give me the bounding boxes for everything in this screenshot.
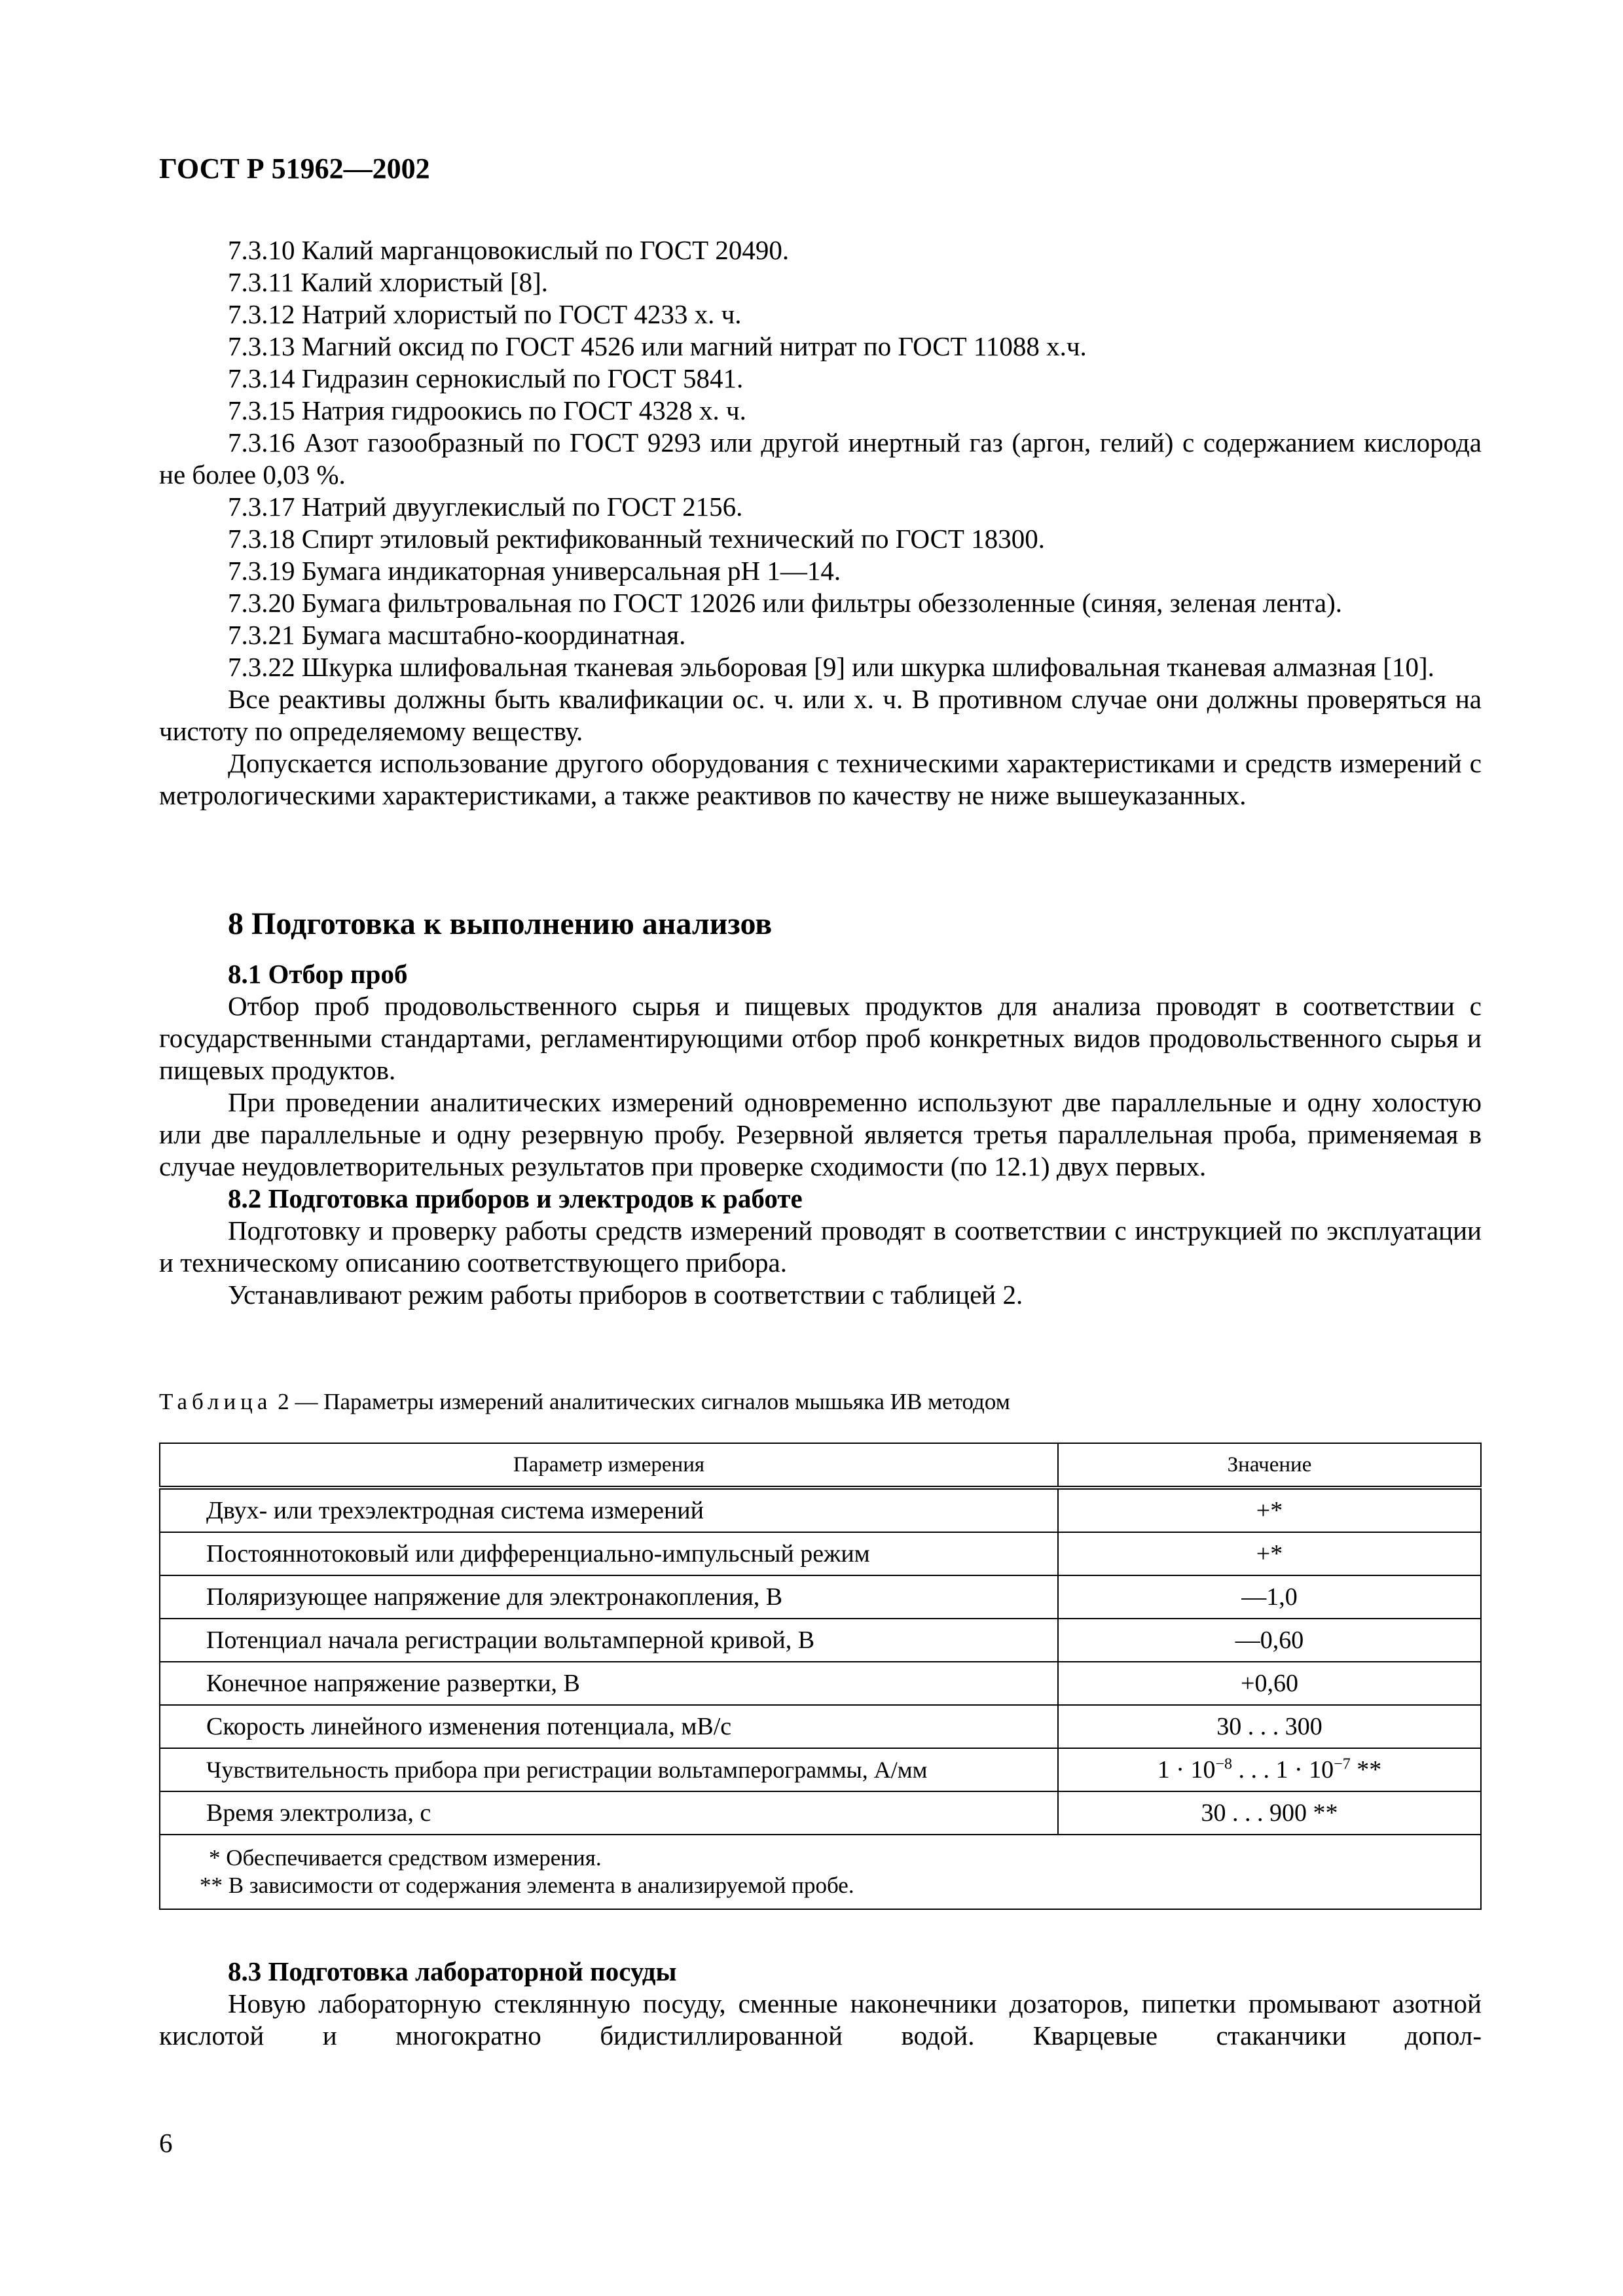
table-caption-label: Таблица [159, 1389, 272, 1414]
table-row [160, 1488, 1481, 1532]
paragraph: Подготовку и проверку работы средств измерений проводят в соответствии с инструкцией по эксплуатации и техническому описанию соответствующего прибора. [159, 1215, 1482, 1278]
exponent: −8 [1215, 1755, 1232, 1773]
value-cell: +* [1058, 1488, 1481, 1532]
table-row [160, 1748, 1481, 1791]
list-item: 7.3.20 Бумага фильтровальная по ГОСТ 12026 или фильтры обеззоленные (синяя, зеленая лента). [228, 588, 1342, 618]
list-item: 7.3.21 Бумага масштабно-координатная. [228, 620, 686, 650]
column-header: Значение [1058, 1443, 1481, 1488]
param-cell: Поляризующее напряжение для электронакопления, В [160, 1575, 1058, 1619]
value-part: ** [1350, 1756, 1382, 1784]
paragraph: Отбор проб продовольственного сырья и пищевых продуктов для анализа проводят в соответствии с государственными стандартами, регламентирующими отбор проб конкретных видов продовольственного сырья и пищевых продуктов. [159, 991, 1482, 1085]
value-cell: +0,60 [1058, 1662, 1481, 1705]
table-row [160, 1532, 1481, 1575]
parameters-table [159, 1443, 1482, 1910]
document-code-header: ГОСТ Р 51962—2002 [159, 152, 430, 185]
param-cell: Конечное напряжение развертки, В [160, 1662, 1058, 1705]
value-cell [1058, 1748, 1481, 1791]
list-item: 7.3.10 Калий марганцовокислый по ГОСТ 20490. [228, 235, 790, 265]
paragraph: При проведении аналитических измерений одновременно используют две параллельные и одну холостую или две параллельные и одну резервную пробу. Резервной является третья параллельная проба, применяемая в случае неудовлетворительных результатов при проверке сходимости (по 12.1) двух первых. [159, 1087, 1482, 1181]
section-heading: 8 Подготовка к выполнению анализов [228, 906, 773, 941]
table-row [160, 1662, 1481, 1705]
value-cell: —1,0 [1058, 1575, 1481, 1619]
list-item: 7.3.14 Гидразин сернокислый по ГОСТ 5841. [228, 363, 744, 393]
page-number: 6 [159, 2128, 173, 2158]
value-part: . . . 1 · 10 [1232, 1756, 1334, 1784]
list-item: 7.3.16 Азот газообразный по ГОСТ 9293 или другой инертный газ (аргон, гелий) с содержанием кислорода не более 0,03 %. [159, 427, 1482, 490]
subsection-heading: 8.2 Подготовка приборов и электродов к работе [228, 1183, 803, 1213]
table-row [160, 1575, 1481, 1619]
table-row [160, 1619, 1481, 1662]
paragraph: Допускается использование другого оборудования с техническими характеристиками и средств измерений с метрологическими характеристиками, а также реактивов по качеству не ниже вышеуказанных. [159, 748, 1482, 810]
value-cell: 30 . . . 900 ** [1058, 1791, 1481, 1835]
table-row [160, 1791, 1481, 1835]
list-item: 7.3.12 Натрий хлористый по ГОСТ 4233 х. ч. [228, 299, 742, 329]
value-cell: —0,60 [1058, 1619, 1481, 1662]
paragraph: Все реактивы должны быть квалификации ос. ч. или х. ч. В противном случае они должны проверяться на чистоту по определяемому веществу. [159, 684, 1482, 746]
paragraph: Новую лабораторную стеклянную посуду, сменные наконечники дозаторов, пипетки промывают азотной кислотой и многократно бидистиллированной водой. Кварцевые стаканчики допол- [159, 1988, 1482, 2051]
param-cell: Двух- или трехэлектродная система измерений [160, 1488, 1058, 1532]
subsection-heading: 8.1 Отбор проб [228, 959, 408, 989]
table-caption [159, 1388, 1482, 1416]
value-part: 1 · 10 [1157, 1756, 1216, 1784]
param-cell: Потенциал начала регистрации вольтамперной кривой, В [160, 1619, 1058, 1662]
list-item: 7.3.11 Калий хлористый [8]. [228, 267, 548, 297]
subsection-heading: 8.3 Подготовка лабораторной посуды [228, 1956, 677, 1986]
param-cell: Чувствительность прибора при регистрации вольтамперограммы, А/мм [160, 1748, 1058, 1791]
table-notes [160, 1835, 1481, 1909]
table-note: ** В зависимости от содержания элемента в анализируемой пробе. [200, 1873, 854, 1898]
param-cell: Скорость линейного изменения потенциала, мВ/с [160, 1705, 1058, 1748]
param-cell: Постояннотоковый или дифференциально-импульсный режим [160, 1532, 1058, 1575]
reagents-list [159, 234, 1482, 812]
list-item: 7.3.18 Спирт этиловый ректификованный технический по ГОСТ 18300. [228, 524, 1045, 554]
list-item: 7.3.13 Магний оксид по ГОСТ 4526 или магний нитрат по ГОСТ 11088 х.ч. [228, 331, 1087, 361]
section-8-3 [159, 1956, 1482, 2052]
table-caption-text: 2 — Параметры измерений аналитических сигналов мышьяка ИВ методом [278, 1389, 1010, 1414]
paragraph: Устанавливают режим работы приборов в соответствии с таблицей 2. [228, 1280, 1023, 1310]
list-item: 7.3.22 Шкурка шлифовальная тканевая эльборовая [9] или шкурка шлифовальная тканевая алмазная [10]. [228, 652, 1434, 682]
value-cell: 30 . . . 300 [1058, 1705, 1481, 1748]
table-header-row [160, 1443, 1481, 1488]
list-item: 7.3.17 Натрий двууглекислый по ГОСТ 2156. [228, 492, 743, 522]
list-item: 7.3.19 Бумага индикаторная универсальная рН 1—14. [228, 556, 841, 586]
column-header: Параметр измерения [160, 1443, 1058, 1488]
exponent: −7 [1334, 1755, 1351, 1773]
table-notes-row [160, 1835, 1481, 1909]
table-note: * Обеспечивается средством измерения. [209, 1845, 602, 1871]
table-row [160, 1705, 1481, 1748]
section-8 [159, 905, 1482, 1311]
list-item: 7.3.15 Натрия гидроокись по ГОСТ 4328 х. ч. [228, 395, 746, 425]
value-cell: +* [1058, 1532, 1481, 1575]
param-cell: Время электролиза, с [160, 1791, 1058, 1835]
